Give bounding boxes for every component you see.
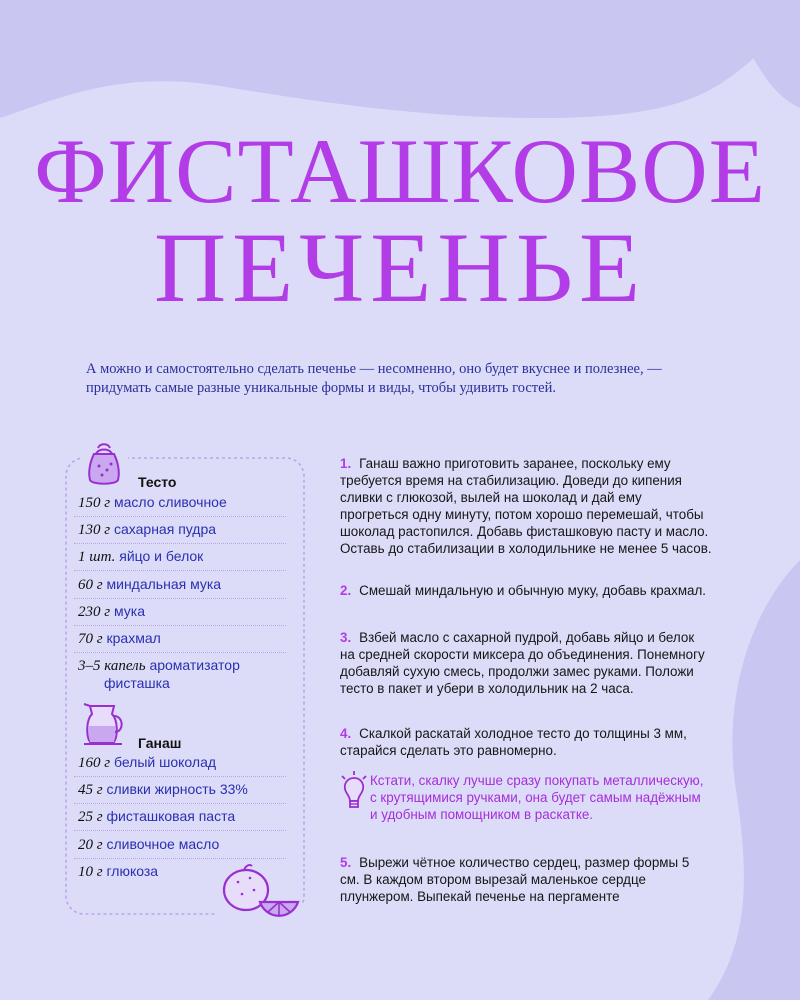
- intro-paragraph: А можно и самостоятельно сделать печенье — несомненно, оно будет вкуснее и полезнее, — придумать самые разные уникальные формы и виды, чтобы удивить гостей.: [86, 361, 662, 396]
- step-5: 5. Вырежи чётное количество сердец, размер формы 5 см. В каждом втором вырезай маленькое сердце плунжером. Выпекай печенье на пергаменте: [340, 855, 690, 904]
- ingredient-divider: [74, 858, 286, 859]
- step-3: 3. Взбей масло с сахарной пудрой, добавь яйцо и белок на средней скорости миксера до объединения. Понемногу добавляй сухую смесь, продолжи замес руками. Положи тесто в пакет и убери в холодильник на 2 часа.: [340, 630, 705, 696]
- ingredient-divider: [74, 543, 286, 544]
- step-4: 4. Скалкой раскатай холодное тесто до толщины 3 мм, старайся сделать это равномерно.: [340, 726, 687, 758]
- ingredient-item: 45 г сливки жирность 33%: [78, 781, 248, 798]
- ingredient-divider: [74, 625, 286, 626]
- lemon-icon: [216, 860, 302, 920]
- ingredient-item: 130 г сахарная пудра: [78, 521, 217, 538]
- ingredient-item: 160 г белый шоколад: [78, 754, 217, 771]
- ingredient-divider: [74, 598, 286, 599]
- ingredient-item: 60 г миндальная мука: [78, 576, 222, 593]
- ingredient-divider: [74, 830, 286, 831]
- page-title-line-1: ФИСТАШКОВОЕ: [34, 120, 766, 222]
- milk-jug-icon: [78, 700, 128, 746]
- ingredient-item: 1 шт. яйцо и белок: [78, 548, 204, 565]
- ingredient-divider: [74, 516, 286, 517]
- step-1: 1. Ганаш важно приготовить заранее, поскольку ему требуется время на стабилизацию. Доведи до кипения сливки с глюкозой, вылей на шоколад и дай ему прогреться одну минуту, потом хорошо перемешай, чтобы шоколад растопился. Добавь фисташковую пасту и масло. Оставь до стабилизации в холодильнике не менее 5 часов.: [340, 456, 712, 556]
- flour-sack-icon: [80, 440, 128, 488]
- tip-text: Кстати, скалку лучше сразу покупать металлическую, с крутящимися ручками, она будет самым надёжным и удобным помощником в раскатке.: [370, 773, 704, 822]
- ingredient-divider: [74, 803, 286, 804]
- page-title-line-2: ПЕЧЕНЬЕ: [153, 212, 647, 323]
- ingredient-item: 10 г глюкоза: [78, 863, 159, 880]
- ingredient-item: 150 г масло сливочное: [78, 494, 227, 511]
- ingredient-item: 230 г мука: [78, 603, 146, 620]
- lightbulb-icon: [338, 770, 370, 812]
- ingredient-divider: [74, 776, 286, 777]
- ingredient-item: 25 г фисташковая паста: [78, 808, 236, 825]
- ganache-heading: Ганаш: [138, 735, 182, 751]
- dough-heading: Тесто: [138, 474, 177, 490]
- ingredient-item: 70 г крахмал: [78, 630, 161, 647]
- step-2: 2. Смешай миндальную и обычную муку, добавь крахмал.: [340, 583, 707, 598]
- ingredient-divider: [74, 570, 286, 571]
- ingredient-divider: [74, 652, 286, 653]
- ingredient-item: 3–5 капель ароматизатор фисташка: [78, 657, 240, 691]
- ingredient-item: 20 г сливочное масло: [78, 836, 220, 853]
